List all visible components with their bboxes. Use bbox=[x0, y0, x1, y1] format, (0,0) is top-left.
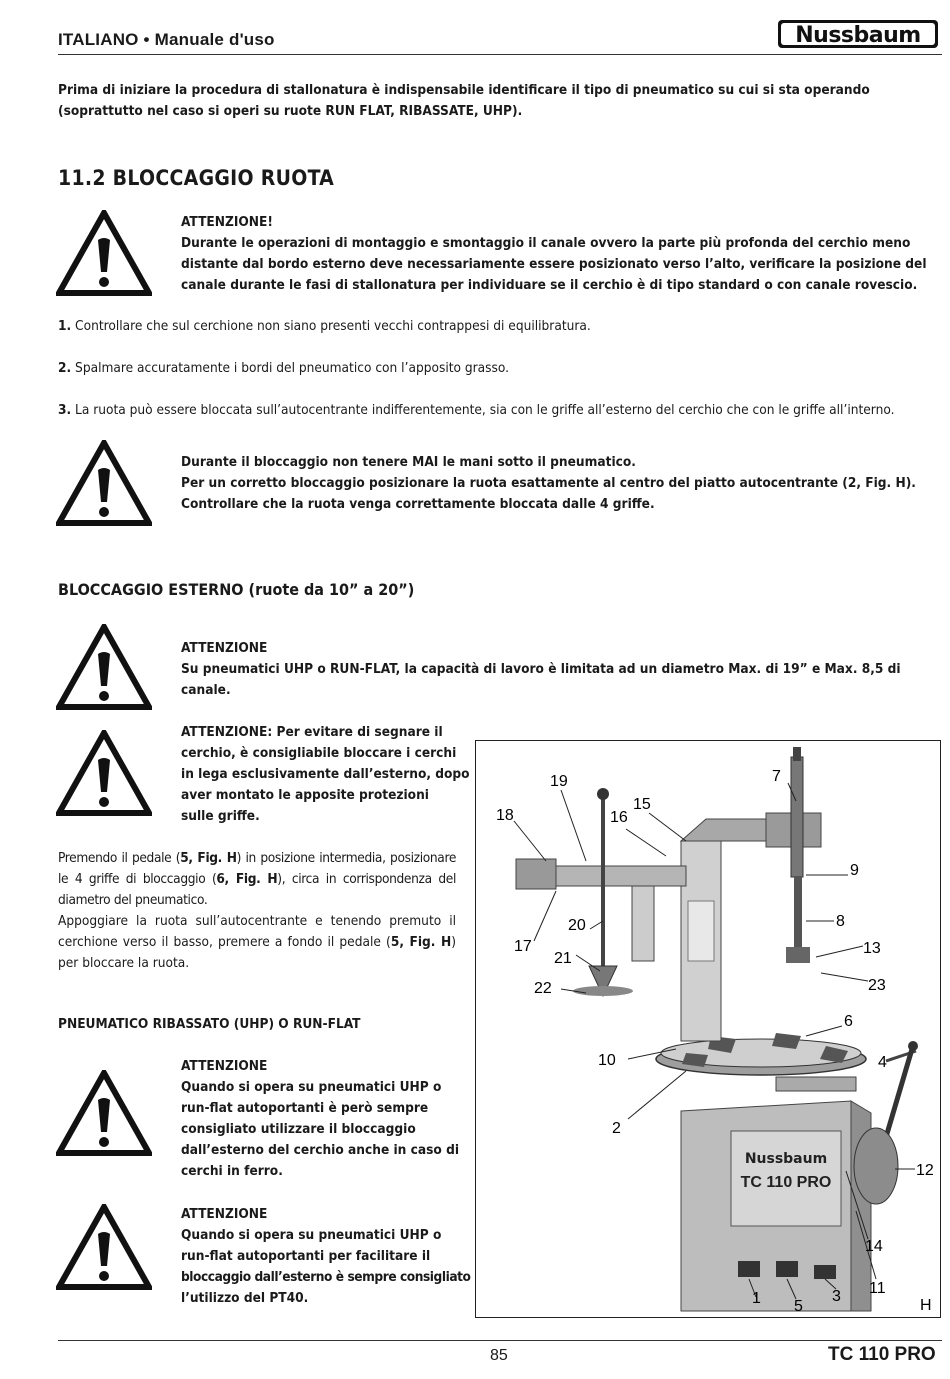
callout-5: 5 bbox=[794, 1298, 803, 1315]
warning-4-line-3: in lega esclusivamente dall’esterno, dopo bbox=[181, 766, 470, 782]
warning-triangle-icon bbox=[56, 624, 152, 710]
callout-8: 8 bbox=[836, 913, 845, 930]
warning-6-title: ATTENZIONE bbox=[181, 1206, 268, 1222]
warning-3-title: ATTENZIONE bbox=[181, 640, 268, 656]
mount-head bbox=[786, 947, 810, 963]
callout-16: 16 bbox=[610, 809, 628, 826]
external-body bbox=[58, 848, 456, 974]
warning-6-line-2: run-flat autoportanti per facilitare il bbox=[181, 1248, 431, 1264]
figure-ref: 5, Fig. H bbox=[180, 850, 237, 866]
tyre-changer-illustration bbox=[476, 741, 940, 1317]
callout-3: 3 bbox=[832, 1288, 841, 1305]
figure-label: H bbox=[920, 1297, 932, 1314]
warning-5-title: ATTENZIONE bbox=[181, 1058, 268, 1074]
callout-14: 14 bbox=[865, 1238, 883, 1255]
machine-brand-label: Nussbaum bbox=[744, 1151, 828, 1167]
callout-22: 22 bbox=[534, 980, 552, 997]
warning-triangle-icon bbox=[56, 1070, 152, 1156]
section-title: 11.2 BLOCCAGGIO RUOTA bbox=[58, 166, 335, 190]
callout-15: 15 bbox=[633, 796, 651, 813]
footer-model: TC 110 PRO bbox=[828, 1344, 936, 1365]
step-3 bbox=[58, 400, 948, 421]
figure-ref: 5, Fig. H bbox=[390, 934, 452, 950]
warning-2-line-3: Controllare che la ruota venga correttamente bloccata dalle 4 griffe. bbox=[181, 496, 655, 512]
brand-logo-text: Nussbaum bbox=[795, 23, 921, 48]
warning-triangle-icon bbox=[56, 210, 152, 296]
step-1-text: Controllare che sul cerchione non siano presenti vecchi contrappesi di equilibratura. bbox=[75, 318, 591, 334]
warning-4-line-4: aver montato le apposite protezioni bbox=[181, 787, 429, 803]
callout-7: 7 bbox=[772, 768, 781, 785]
warning-6-line-1: Quando si opera su pneumatici UHP o bbox=[181, 1227, 442, 1243]
warning-2 bbox=[181, 452, 946, 515]
warning-5-line-4: dall’esterno del cerchio anche in caso di bbox=[181, 1142, 460, 1158]
pedal-1 bbox=[738, 1261, 760, 1277]
brand-logo bbox=[778, 18, 938, 50]
machine-model-label: TC 110 PRO bbox=[740, 1174, 832, 1191]
pedal-3 bbox=[814, 1265, 836, 1279]
warning-triangle-icon bbox=[56, 440, 152, 526]
warning-4-line-2: cerchio, è consigliabile bloccare i cerchi bbox=[181, 745, 457, 761]
text-run: Premendo il pedale ( bbox=[58, 850, 181, 866]
warning-4-line-1: ATTENZIONE: Per evitare di segnare il bbox=[181, 724, 443, 740]
warning-2-line-2: Per un corretto bloccaggio posizionare la ruota esattamente al centro del piatto autocentrante (2, Fig. H). bbox=[181, 475, 916, 491]
warning-2-line-1: Durante il bloccaggio non tenere MAI le mani sotto il pneumatico. bbox=[181, 454, 636, 470]
page-number: 85 bbox=[490, 1347, 508, 1364]
warning-1-title: ATTENZIONE! bbox=[181, 214, 273, 230]
step-3-num: 3. bbox=[58, 402, 72, 418]
bead-breaker-cylinder bbox=[776, 1077, 856, 1091]
callout-1: 1 bbox=[752, 1290, 761, 1307]
callout-12: 12 bbox=[916, 1162, 934, 1179]
callout-13: 13 bbox=[863, 940, 881, 957]
callout-23: 23 bbox=[868, 977, 886, 994]
figure-h-frame bbox=[475, 740, 941, 1318]
text-run: ) in posizione intermedia, posizionare le 4 griffe di bloccaggio ( bbox=[58, 850, 456, 887]
warning-5-line-3: consigliato utilizzare il bloccaggio bbox=[181, 1121, 416, 1137]
external-body-p2 bbox=[58, 911, 456, 974]
callout-4: 4 bbox=[878, 1054, 887, 1071]
figure-ref: 6, Fig. H bbox=[216, 871, 278, 887]
subsection-title-uhp: PNEUMATICO RIBASSATO (UHP) O RUN-FLAT bbox=[58, 1016, 361, 1032]
callout-20: 20 bbox=[568, 917, 586, 934]
warning-3-text: Su pneumatici UHP o RUN-FLAT, la capacità di lavoro è limitata ad un diametro Max. di 19” e Max. 8,5 di canale. bbox=[181, 661, 901, 698]
step-2 bbox=[58, 358, 948, 379]
step-2-num: 2. bbox=[58, 360, 72, 376]
callout-11: 11 bbox=[869, 1280, 886, 1297]
callout-21: 21 bbox=[554, 950, 572, 967]
warning-5 bbox=[181, 1056, 471, 1182]
header-separator: • bbox=[143, 30, 150, 49]
warning-3 bbox=[181, 638, 946, 701]
header-rule bbox=[58, 54, 942, 55]
header-language: ITALIANO bbox=[58, 30, 139, 49]
warning-6-line-4: l’utilizzo del PT40. bbox=[181, 1290, 309, 1306]
warning-5-line-1: Quando si opera su pneumatici UHP o bbox=[181, 1079, 442, 1095]
callout-2: 2 bbox=[612, 1120, 621, 1137]
handwheel-12 bbox=[854, 1128, 898, 1204]
warning-triangle-icon bbox=[56, 730, 152, 816]
callout-17: 17 bbox=[514, 938, 532, 955]
callout-6: 6 bbox=[844, 1013, 853, 1030]
warning-5-line-2: run-flat autoportanti è però sempre bbox=[181, 1100, 429, 1116]
text-run: Appoggiare la ruota sull’autocentrante e tenendo premuto il cerchione verso il basso, premere a fondo il pedale ( bbox=[58, 913, 456, 950]
header-manual-label: Manuale d'uso bbox=[154, 30, 275, 49]
warning-1-text: Durante le operazioni di montaggio e smontaggio il canale ovvero la parte più profonda del cerchio meno distante dal bordo esterno deve necessariamente essere posizionato verso l’alto, verificare la posizione del canale durante le fasi di stallonatura per individuare se il cerchio è di tipo standard o con canale rovescio. bbox=[181, 235, 927, 293]
step-3-text: La ruota può essere bloccata sull’autocentrante indifferentemente, sia con le griffe all’esterno del cerchio che con le griffe all’interno. bbox=[75, 402, 895, 418]
warning-triangle-icon bbox=[56, 1204, 152, 1290]
step-1 bbox=[58, 316, 948, 337]
running-header bbox=[58, 30, 275, 50]
pedal-5 bbox=[776, 1261, 798, 1277]
subsection-title-external: BLOCCAGGIO ESTERNO (ruote da 10” a 20”) bbox=[58, 580, 415, 599]
intro-paragraph: Prima di iniziare la procedura di stallonatura è indispensabile identificare il tipo di pneumatico su cui si sta operando (soprattutto nel caso si operi su ruote RUN FLAT, RIBASSATE, UHP). bbox=[58, 82, 870, 119]
warning-1 bbox=[181, 212, 946, 296]
warning-5-line-5: cerchi in ferro. bbox=[181, 1163, 283, 1179]
warning-6-line-3: bloccaggio dall’esterno è sempre consigliato bbox=[181, 1269, 471, 1285]
hex-shaft bbox=[791, 757, 803, 877]
warning-4 bbox=[181, 722, 471, 827]
callout-19: 19 bbox=[550, 773, 568, 790]
external-body-p1 bbox=[58, 848, 456, 911]
warning-6 bbox=[181, 1204, 471, 1309]
callout-9: 9 bbox=[850, 862, 859, 879]
text-run: ), circa in corrispondenza del diametro del pneumatico. bbox=[58, 871, 456, 908]
text-run: ) per bloccare la ruota. bbox=[58, 934, 456, 971]
callout-18: 18 bbox=[496, 807, 514, 824]
step-2-text: Spalmare accuratamente i bordi del pneumatico con l’apposito grasso. bbox=[75, 360, 510, 376]
footer-rule bbox=[58, 1340, 942, 1341]
callout-10: 10 bbox=[598, 1052, 616, 1069]
step-1-num: 1. bbox=[58, 318, 72, 334]
warning-4-line-5: sulle griffe. bbox=[181, 808, 260, 824]
